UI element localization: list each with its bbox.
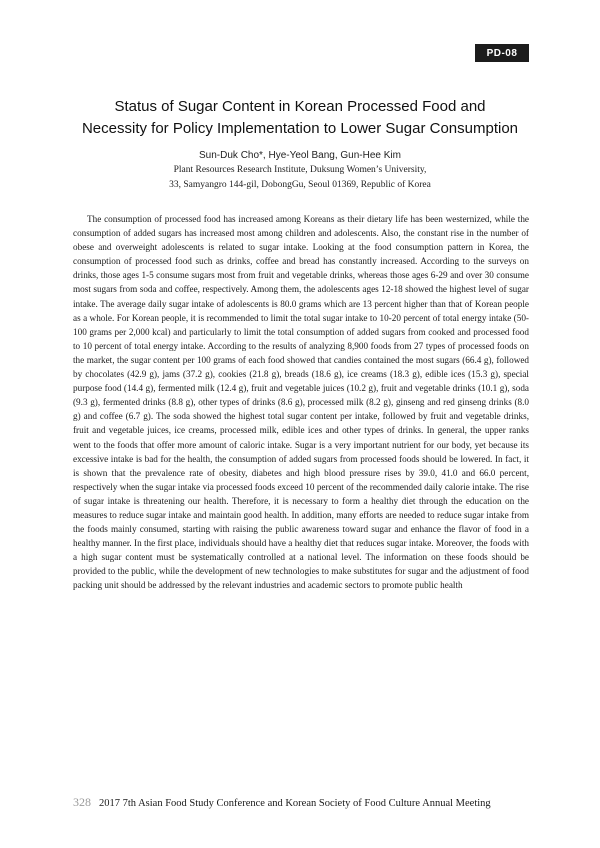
title-line-2: Necessity for Policy Implementation to Lower Sugar Consumption <box>81 120 519 137</box>
affiliation-line-1: Plant Resources Research Institute, Duksung Women’s University, <box>173 165 427 175</box>
abstract-text: The consumption of processed food has increased among Koreans as their dietary life has been westernized, while the consumption of added sugars has increased most among children and adolescents. Also, the constant rise in the number of obese and overweight adolescents is related to sugar intake. Looking at the food consumption pattern in Korea, the consumption of processed food such as drinks, coffee and bread has constantly increased. According to the surveys on drinks, those ages 1-5 consume sugars most from fruit and vegetable drinks, whereas those ages 6-29 and over 30 consume most sugars from soda and coffee, respectively. Among them, the adolescents ages 12-18 showed the highest level of sugar intake. The average daily sugar intake of adolescents is 80.0 grams which are 13 percent higher than that of Korean people as a whole. For Korean people, it is recommended to limit the total sugar intake to 10-20 percent of total energy intake (50-100 grams per 2,000 kcal) and particularly to limit the total consumption of added sugars from cooked and processed food to 10 percent of total energy intake. According to the results of analyzing 8,900 foods from 27 types of processed foods on the market, the sugar content per 100 grams of each food showed that candies contained the most sugars (66.4 g), followed by chocolates (42.9 g), jams (37.2 g), cookies (21.8 g), breads (18.6 g), ice creams (18.3 g), edible ices (15.3 g), special purpose food (14.4 g), fermented milk (12.4 g), fruit and vegetable juices (10.2 g), fruit and vegetable drinks (10.1 g), soda (9.3 g), fermented drinks (8.8 g), other types of drinks (8.6 g), processed milk (8.2 g), ginseng and red ginseng drinks (8.0 g) and coffee (6.7 g). The soda showed the highest total sugar content per intake, followed by fruit and vegetable drinks, fruit and vegetable juices, ice creams, processed milk, edible ices and other types of drinks. In general, the upper ranks went to the foods that offer more amount of caloric intake. Sugar is a very important nutrient for our body, yet because its excessive intake is bad for the health, the consumption of added sugars from processed foods should be lowered. In fact, it is shown that the prevalence rate of obesity, diabetes and high blood pressure rises by 39.0, 41.0 and 66.0 percent, respectively when the sugar intake via processed foods exceed 10 percent of the recommended daily calorie intake. The rise of sugar intake is threatening our health. Therefore, it is necessary to form a healthy diet through the education on the measures to reduce sugar intake and maintain good health. In addition, many efforts are needed to reduce sugar intake from the foods mainly consumed, starting with raising the public awareness toward sugar and enhance the flavor of food in a healthy manner. In the first place, individuals should have a healthy diet that reduces sugar intake. Moreover, the foods with a high sugar content must be systematically controlled at a national level. The information on these foods should be provided to the public, while the development of new technologies to make substitutes for sugar and the adjustment of food packing unit should be addressed by the relevant industries and academic sectors to promote public health <box>73 214 529 591</box>
session-badge: PD-08 <box>475 44 529 62</box>
page-number: 328 <box>73 795 91 809</box>
conference-name: 2017 7th Asian Food Study Conference and Korean Society of Food Culture Annual Meeting <box>99 798 491 809</box>
affiliation <box>50 163 550 193</box>
affiliation-line-2: 33, Samyangro 144-gil, DobongGu, Seoul 01369, Republic of Korea <box>169 180 431 190</box>
page-footer <box>73 795 529 810</box>
title-line-1: Status of Sugar Content in Korean Processed Food and <box>114 98 486 115</box>
paper-title <box>50 96 550 140</box>
author-list: Sun-Duk Cho*, Hye-Yeol Bang, Gun-Hee Kim <box>199 150 401 161</box>
